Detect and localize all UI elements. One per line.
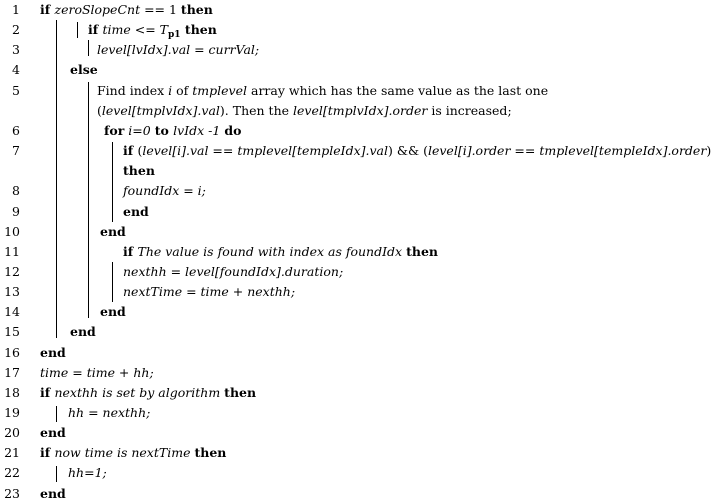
code-text [70, 60, 98, 80]
code-token: level[i].order == tmplevel[templeIdx].order [427, 143, 707, 159]
code-text [97, 81, 548, 101]
line-number: 16 [4, 344, 20, 360]
code-text [40, 383, 256, 403]
code-line [0, 443, 680, 463]
keyword: if [40, 2, 55, 17]
line-number: 10 [4, 223, 20, 239]
keyword: then [180, 22, 217, 38]
code-line [0, 101, 680, 121]
line-number: 5 [12, 82, 20, 98]
code-line [0, 242, 680, 262]
code-line [0, 121, 680, 141]
code-line [0, 463, 680, 483]
code-token: i [168, 82, 173, 98]
keyword: end [70, 324, 96, 340]
code-text [123, 202, 149, 222]
line-number: 14 [4, 304, 20, 320]
code-line [0, 222, 680, 242]
code-line [0, 81, 680, 101]
line-number: 1 [12, 2, 20, 17]
code-line [0, 282, 680, 302]
line-number: 19 [4, 405, 20, 420]
code-line [0, 403, 680, 423]
code-token: hh = nexthh; [68, 405, 151, 420]
line-number: 9 [12, 203, 20, 219]
block-indent-bar [112, 142, 113, 222]
code-line [0, 20, 680, 40]
code-token: <= [130, 22, 160, 38]
code-text [97, 40, 259, 60]
line-number: 3 [12, 42, 20, 58]
code-line [0, 161, 680, 181]
code-line [0, 322, 680, 342]
code-line [0, 484, 680, 504]
keyword: end [100, 304, 126, 320]
keyword: then [406, 243, 438, 259]
keyword: to [154, 122, 174, 138]
line-number: 2 [12, 22, 20, 38]
block-indent-bar [56, 406, 57, 422]
code-text [40, 0, 213, 20]
keyword: if [40, 445, 55, 461]
block-indent-bar [56, 20, 57, 338]
line-number: 11 [4, 243, 20, 259]
code-text [123, 141, 711, 161]
code-line [0, 202, 680, 222]
code-token: nexthh = level[foundIdx].duration; [123, 263, 344, 279]
line-number: 20 [4, 425, 20, 441]
code-token: array which has the same value as the last one [247, 82, 549, 98]
code-token: ). Then the [219, 102, 293, 118]
keyword: if [123, 143, 138, 159]
code-token: level[lvIdx].val = currVal; [97, 42, 260, 58]
code-token: The value is found with index as foundIdx [137, 243, 407, 259]
code-text [123, 161, 155, 181]
code-token: foundIdx = i; [123, 183, 206, 199]
code-text [40, 343, 66, 363]
line-number: 8 [12, 183, 20, 199]
code-token: T [159, 22, 169, 38]
line-number: 21 [4, 445, 20, 461]
keyword: if [40, 384, 55, 400]
code-text [40, 443, 226, 463]
line-number: 13 [4, 284, 20, 300]
line-number: 6 [12, 122, 20, 138]
code-token: level[tmplvIdx].val [101, 102, 220, 118]
code-text [68, 403, 150, 423]
code-line [0, 363, 680, 383]
keyword: then [180, 2, 213, 17]
code-token: level[tmplvIdx].order [293, 102, 428, 118]
code-text [40, 423, 66, 443]
block-indent-bar [88, 82, 89, 318]
code-token: time [102, 22, 131, 38]
code-line [0, 423, 680, 443]
keyword: if [88, 22, 103, 38]
code-line [0, 343, 680, 363]
code-token: i=0 [124, 122, 155, 138]
keyword: then [123, 163, 155, 179]
keyword: else [70, 62, 98, 78]
keyword: end [40, 485, 66, 501]
block-indent-bar [77, 22, 78, 38]
code-text [97, 101, 512, 121]
block-indent-bar [112, 262, 113, 302]
block-indent-bar [88, 40, 89, 56]
code-text [40, 484, 66, 504]
code-token: zeroSlopeCnt [54, 2, 141, 17]
code-token: ( [97, 102, 102, 118]
line-number: 18 [4, 384, 20, 400]
code-text [100, 222, 126, 242]
code-token: nexthh is set by algorithm [54, 384, 225, 400]
code-token: level[i].val == tmplevel[templeIdx].val [142, 143, 388, 159]
code-line [0, 262, 680, 282]
code-token: nextTime = time + nexthh; [123, 284, 296, 300]
line-number: 22 [4, 465, 20, 481]
code-token: == 1 [140, 2, 181, 17]
code-token: now time is nextTime [54, 445, 195, 461]
keyword: end [40, 344, 66, 360]
code-line [0, 141, 711, 161]
line-number: 4 [12, 62, 20, 78]
line-number: 23 [4, 485, 20, 501]
line-number: 15 [4, 324, 20, 340]
keyword: end [100, 223, 126, 239]
code-line [0, 40, 680, 60]
code-text [104, 121, 241, 141]
keyword: end [40, 425, 66, 441]
code-token: tmplevel [192, 82, 248, 98]
subscript: p1 [168, 30, 181, 41]
code-token: of [172, 82, 193, 98]
keyword: end [123, 203, 149, 219]
code-token: is increased; [427, 102, 512, 118]
line-number: 17 [4, 364, 20, 380]
keyword: if [123, 243, 138, 259]
keyword: do [224, 122, 242, 138]
keyword: for [104, 122, 125, 138]
code-line [0, 60, 680, 80]
code-line [0, 0, 680, 20]
code-line [0, 383, 680, 403]
code-text [123, 181, 206, 201]
code-line [0, 302, 680, 322]
code-text [68, 463, 107, 483]
code-token: ) [706, 143, 711, 159]
code-text [123, 262, 343, 282]
code-token: Find index [97, 82, 169, 98]
line-number: 12 [4, 263, 20, 279]
code-token: hh=1; [68, 465, 107, 481]
code-text [123, 282, 295, 302]
code-token: lvIdx -1 [173, 122, 225, 138]
code-token: ) && ( [388, 143, 428, 159]
block-indent-bar [56, 466, 57, 482]
line-number: 7 [12, 143, 20, 159]
code-line [0, 181, 680, 201]
keyword: then [194, 445, 227, 461]
code-text [70, 322, 96, 342]
code-text [123, 242, 438, 262]
keyword: then [224, 384, 257, 400]
code-token: time = time + hh; [40, 364, 154, 380]
code-text [100, 302, 126, 322]
code-text [40, 363, 154, 383]
code-token: ( [137, 143, 143, 159]
